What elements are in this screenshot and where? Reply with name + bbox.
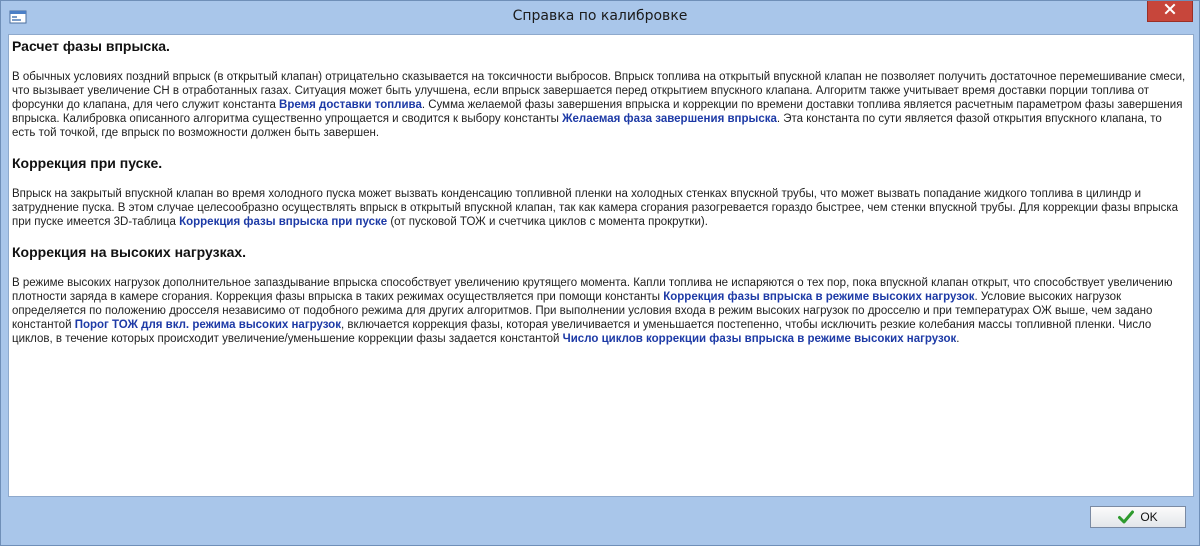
title-bar[interactable] — [1, 1, 1199, 34]
body-text: (от пусковой ТОЖ и счетчика циклов с момента прокрутки). — [387, 216, 708, 228]
ok-button-label: OK — [1140, 510, 1158, 524]
constant-link[interactable]: Число циклов коррекции фазы впрыска в режиме высоких нагрузок — [562, 333, 957, 345]
close-button[interactable] — [1147, 1, 1193, 22]
section-title: Расчет фазы впрыска. — [12, 38, 170, 54]
body-text: В обычных условиях поздний впрыск (в открытый клапан) отрицательно сказывается на токсичности выбросов. Впрыск топлива на открытый впускной клапан не позволяет получить достаточное перемешивание смеси, что вызывает увеличение CH в отработанных газах. Ситуация может быть улучшена, если впрыск завершается перед открытием впускного клапана. Алгоритм также учитывает время доставки порции топлива от форсунки до клапана, для чего служит константа — [12, 71, 1186, 111]
help-sections — [9, 35, 1193, 346]
body-text: В режиме высоких нагрузок дополнительное запаздывание впрыска способствует увеличению крутящего момента. Капли топлива не испаряются о тех пор, пока впускной клапан открыт, что способствует увеличению плотности заряда в камере сгорания. Коррекция фазы впрыска в таких режимах осуществляется при помощи константы — [12, 277, 1173, 303]
section-body — [12, 276, 1188, 346]
body-text: . Условие высоких нагрузок определяется по положению дросселя независимо от подобного режима для других алгоритмов. При выполнении условия входа в режим высоких нагрузок по дросселю и при температурах ОЖ выше, чем задано константой — [12, 291, 1153, 331]
section-title: Коррекция при пуске. — [12, 155, 163, 171]
constant-link[interactable]: Коррекция фазы впрыска в режиме высоких нагрузок — [663, 291, 975, 303]
ok-button[interactable] — [1090, 506, 1186, 528]
body-text: . Эта константа по сути является фазой открытия впускного клапана, то есть той точкой, где впрыск по возможности должен быть завершен. — [12, 113, 1162, 139]
checkmark-icon — [1118, 510, 1134, 524]
section-body — [12, 70, 1188, 140]
section-title: Коррекция на высоких нагрузках. — [12, 244, 247, 260]
close-icon — [1164, 2, 1176, 20]
constant-link[interactable]: Коррекция фазы впрыска при пуске — [179, 216, 388, 228]
body-text: . Сумма желаемой фазы завершения впрыска и коррекции по времени доставки топлива является расчетным параметром фазы завершения впрыска. Калибровка описанного алгоритма существенно упрощается и сводится к выбору константы — [12, 99, 1183, 125]
help-content-panel[interactable] — [8, 34, 1194, 497]
body-text: , включается коррекция фазы, которая увеличивается и уменьшается постепенно, чтобы исключить резкие колебания массы топливной пленки. Число циклов, в течение которых происходит увеличение/уменьшение коррекции фазы задается константой — [12, 319, 1152, 345]
dialog-footer — [8, 497, 1192, 545]
window-title: Справка по калибровке — [512, 8, 688, 24]
section-body — [12, 187, 1188, 229]
body-text: Впрыск на закрытый впускной клапан во время холодного пуска может вызвать конденсацию топливной пленки на холодных стенках впускной трубы, что может вызвать попадание жидкого топлива в цилиндр и затруднение пуска. В этом случае целесообразно осуществлять впрыск в открытый впускной клапан, так как камера сгорания разогревается гораздо быстрее, чем стенки впускной трубы. Для коррекции фазы впрыска при пуске имеется 3D-таблица — [12, 188, 1179, 228]
body-text: . — [956, 333, 960, 345]
constant-link[interactable]: Желаемая фаза завершения впрыска — [562, 113, 777, 125]
constant-link[interactable]: Время доставки топлива — [279, 99, 422, 111]
constant-link[interactable]: Порог ТОЖ для вкл. режима высоких нагрузок — [74, 319, 341, 331]
